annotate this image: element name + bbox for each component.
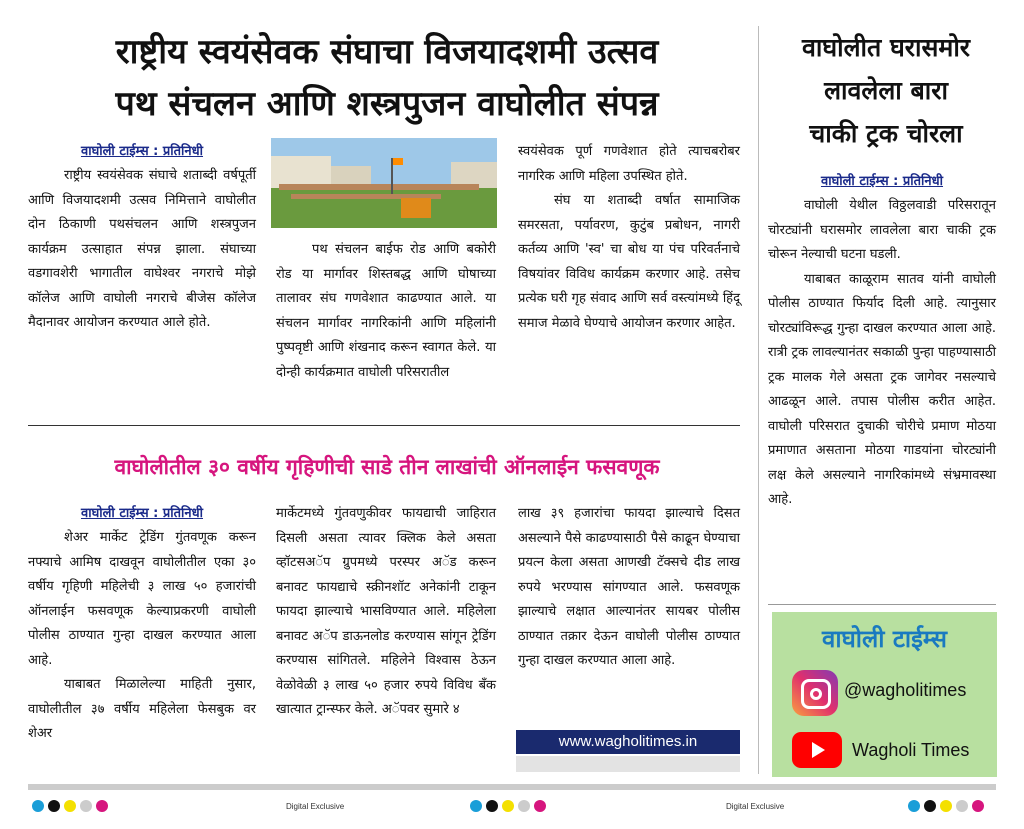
instagram-icon[interactable] — [792, 670, 838, 716]
truck-para2: याबाबत काळूराम सातव यांनी वाघोली पोलीस ठाण्यात फिर्याद दिली आहे. त्यानुसार चोरट्यांविरूद्ध गुन्हा दाखल करण्यात आला आहे. रात्री ट्रक लावल्यानंतर सकाळी पुन्हा पाहण्यासाठी ट्रक मालक गेले असता ट्रक जागेवर नसल्याचे आढळून आले. तपास पोलीस करीत आहेत. वाघोली परिसरात दुचाकी चोरीचे प्रमाण मोठया प्रमाणात असताना मोठया गाडयांना चोरट्यांनी लक्ष केले असल्याने नागरिकांमध्ये संभ्रमावस्था आहे. — [768, 271, 996, 507]
promo-divider — [768, 604, 996, 605]
fraud-story-col3 — [518, 502, 740, 674]
cyan-dot — [32, 800, 44, 812]
main-headline — [22, 26, 752, 130]
truck-story-body — [768, 170, 996, 513]
main-story-col3 — [518, 140, 740, 336]
promo-brand — [772, 622, 997, 655]
youtube-channel[interactable]: Wagholi Times — [852, 740, 970, 760]
main-col1-text: राष्ट्रीय स्वयंसेवक संघाचे शताब्दी वर्षपूर्ती आणि विजयादशमी उत्सव निमित्ताने वाघोलीत दोन ठिकाणी पथसंचलन आणि शस्त्रपुजन कार्यक्रम उत्साहात संपन्न झाला. संघाच्या वडगावशेरी भागातील वाघेश्वर नगराचे मोझे कॉलेज आणि वाघोली नगराचे बीजेस कॉलेज मैदानावर आयोजन करण्यात आले होते. — [28, 168, 256, 330]
truck-headline-line1: वाघोलीत घरासमोर — [801, 33, 971, 62]
fraud-col1b-text: याबाबत मिळालेल्या माहिती नुसार, वाघोलीतील ३७ वर्षीय महिलेला फेसबुक वर शेअर — [28, 677, 256, 741]
column-divider — [758, 26, 759, 774]
youtube-icon[interactable] — [792, 732, 842, 768]
yellow-dot — [940, 800, 952, 812]
fraud-col3-text: लाख ३९ हजारांचा फायदा झाल्याचे दिसत असल्याने पैसे काढण्यासाठी पैसे काढून घेण्याचा प्रयत्न केला असता आणखी टॅक्सचे दीड लाख रुपये भरण्यास सांगण्यात आले. फसवणूक झाल्याचे लक्षात आल्यानंतर सायबर पोलीस ठाण्यात तक्रार देऊन वाघोली पोलीस ठाण्यात गुन्हा दाखल करण्यात आला आहे. — [518, 506, 740, 668]
fraud-story-col1 — [28, 502, 256, 747]
promo-box — [772, 612, 997, 777]
gray-dot — [80, 800, 92, 812]
main-headline-line1: राष्ट्रीय स्वयंसेवक संघाचा विजयादशमी उत्सव — [115, 32, 659, 72]
main-byline: वाघोली टाईम्स : प्रतिनिधी — [80, 144, 204, 159]
main-col3a-text: स्वयंसेवक पूर्ण गणवेशात होते त्याचबरोबर नागरिक आणि महिला उपस्थित होते. — [518, 144, 740, 184]
main-col3b-text: संघ या शताब्दी वर्षात सामाजिक समरसता, पर्यावरण, कुटुंब प्रबोधन, नागरी कर्तव्य आणि 'स्व' चा बोध या पंच परिवर्तनाचे विषयांवर विविध कार्यक्रम करणार आहे. तसेच प्रत्येक घरी गृह संवाद आणि सर्व वस्त्यांमध्ये हिंदू समाज मेळावे घेण्याचे आयोजन करणार आहेत. — [518, 193, 740, 331]
truck-byline: वाघोली टाईम्स : प्रतिनिधी — [820, 174, 944, 189]
fraud-headline: वाघोलीतील ३० वर्षीय गृहिणीची साडे तीन लाखांची ऑनलाईन फसवणूक — [114, 455, 660, 479]
website-link[interactable]: www.wagholitimes.in — [558, 733, 698, 750]
main-story-col1 — [28, 140, 256, 336]
truck-headline — [768, 26, 1004, 155]
fraud-col2-text: मार्केटमध्ये गुंतवणुकीवर फायद्याची जाहिरात दिसली असता त्यावर क्लिक केले असता व्हॉटसअॅप ग्रुपमध्ये परस्पर अॅड करून बनावट फायद्याचे स्क्रीनशॉट अनेकांनी टाकून फायदा झाल्याचे भासविण्यात आले. महिलेला बनावट अॅप डाऊनलोड करण्यास सांगून ट्रेडिंग करण्यास सांगितले. महिलेने विश्वास ठेऊन वेळोवेळी ३ लाख ५० हजार रुपये विविध बँक खात्यात ट्रान्स्फर केले. अॅपवर सुमारे ४ — [276, 506, 496, 717]
main-headline-line2: पथ संचलन आणि शस्त्रपुजन वाघोलीत संपन्न — [115, 84, 659, 124]
truck-headline-line2: लावलेला बारा — [824, 76, 948, 105]
promo-brand-text: वाघोली टाईम्स — [822, 625, 947, 653]
gray-dot — [518, 800, 530, 812]
color-dots-right — [908, 800, 984, 812]
section-divider — [28, 425, 740, 426]
footer-bar — [28, 784, 996, 790]
main-story-col2 — [276, 238, 496, 385]
cyan-dot — [470, 800, 482, 812]
color-dots-center — [470, 800, 546, 812]
fraud-byline: वाघोली टाईम्स : प्रतिनिधी — [80, 506, 204, 521]
photo-illustration — [271, 138, 497, 228]
website-banner[interactable] — [516, 730, 740, 754]
website-banner-underbar — [516, 756, 740, 772]
yellow-dot — [502, 800, 514, 812]
truck-para1: वाघोली येथील विठ्ठलवाडी परिसरातून चोरट्यांनी घरासमोर लावलेला बारा चाकी ट्रक चोरून नेल्याची घटना घडली. — [768, 198, 996, 262]
fraud-story-col2 — [276, 502, 496, 723]
magenta-dot — [972, 800, 984, 812]
black-dot — [48, 800, 60, 812]
main-col2-text: पथ संचलन बाईफ रोड आणि बकोरी रोड या मार्गावर शिस्तबद्ध आणि घोषाच्या तालावर संघ गणवेशात काढण्यात आले. या संचलन मार्गावर नागरिकांनी आणि महिलांनी पुष्पवृष्टी आणि शंखनाद करून स्वागत केले. या दोन्ही कार्यक्रमात वाघोली परिसरातील — [276, 242, 496, 380]
black-dot — [924, 800, 936, 812]
cyan-dot — [908, 800, 920, 812]
truck-headline-line3: चाकी ट्रक चोरला — [809, 119, 963, 148]
magenta-dot — [534, 800, 546, 812]
yellow-dot — [64, 800, 76, 812]
magenta-dot — [96, 800, 108, 812]
footer-label-right: Digital Exclusive — [726, 802, 785, 811]
black-dot — [486, 800, 498, 812]
instagram-handle[interactable]: @wagholitimes — [844, 680, 967, 700]
rss-march-photo — [271, 138, 497, 228]
gray-dot — [956, 800, 968, 812]
footer-label-left: Digital Exclusive — [286, 802, 345, 811]
fraud-col1a-text: शेअर मार्केट ट्रेडिंग गुंतवणूक करून नफ्याचे आमिष दाखवून वाघोलीतील एका ३० वर्षीय गृहिणी महिलेची ३ लाख ५० हजारांची ऑनलाईन फसवणूक केल्याप्रकरणी वाघोली पोलीस ठाण्यात गुन्हा दाखल करण्यात आला आहे. — [28, 530, 256, 668]
color-dots-left — [32, 800, 108, 812]
